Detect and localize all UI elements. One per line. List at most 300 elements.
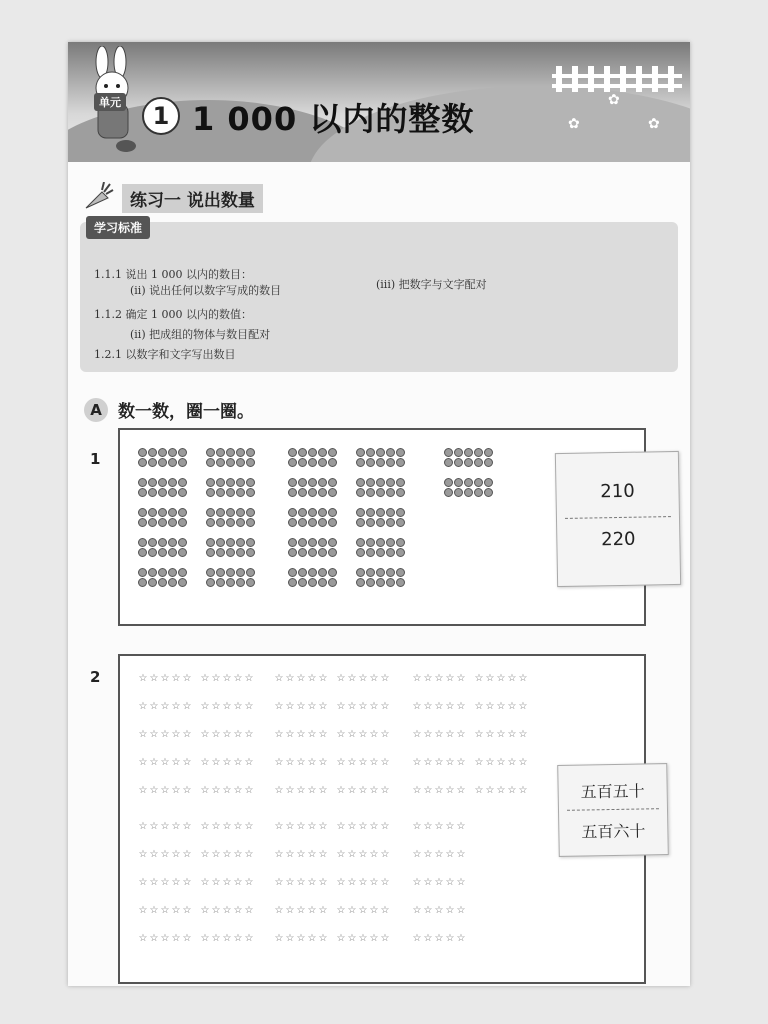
star-item: ☆ <box>182 701 192 712</box>
dot-item <box>366 448 375 457</box>
star-item: ☆ <box>358 933 368 944</box>
dot-item <box>246 538 255 547</box>
star-row <box>336 850 390 860</box>
dot-item <box>484 458 493 467</box>
star-item: ☆ <box>445 821 455 832</box>
chapter-banner <box>68 42 690 162</box>
standard-line: (iii) 把数字与文字配对 <box>376 278 487 291</box>
star-item: ☆ <box>380 877 390 888</box>
star-item: ☆ <box>485 729 495 740</box>
star-item: ☆ <box>358 877 368 888</box>
answer-choice-card <box>557 763 669 857</box>
star-item: ☆ <box>244 701 254 712</box>
star-item: ☆ <box>507 673 517 684</box>
dot-item <box>396 548 405 557</box>
star-item: ☆ <box>423 933 433 944</box>
star-item: ☆ <box>244 905 254 916</box>
dot-item <box>206 448 215 457</box>
dot-item <box>454 458 463 467</box>
dot-item <box>226 508 235 517</box>
star-row <box>138 906 192 916</box>
chapter-title: 1 000 以内的整数 <box>192 100 475 138</box>
dot-item <box>386 518 395 527</box>
dot-item <box>484 478 493 487</box>
dot-item <box>148 478 157 487</box>
star-item: ☆ <box>434 849 444 860</box>
dot-item <box>376 448 385 457</box>
answer-option[interactable]: 210 <box>600 480 635 503</box>
dot-item <box>356 508 365 517</box>
star-row <box>412 906 466 916</box>
star-item: ☆ <box>211 673 221 684</box>
star-item: ☆ <box>171 729 181 740</box>
dot-item <box>386 488 395 497</box>
dot-item <box>168 458 177 467</box>
dot-item <box>236 538 245 547</box>
star-row <box>412 674 466 684</box>
star-item: ☆ <box>200 821 210 832</box>
star-item: ☆ <box>369 673 379 684</box>
star-item: ☆ <box>318 905 328 916</box>
dot-item <box>158 548 167 557</box>
dot-item <box>386 538 395 547</box>
star-item: ☆ <box>336 701 346 712</box>
dot-item <box>138 548 147 557</box>
dot-item <box>236 488 245 497</box>
star-item: ☆ <box>347 673 357 684</box>
star-item: ☆ <box>211 905 221 916</box>
star-item: ☆ <box>474 757 484 768</box>
standard-line: 1.2.1 以数字和文字写出数目 <box>94 348 236 361</box>
question-number: 1 <box>90 450 101 468</box>
star-item: ☆ <box>296 701 306 712</box>
star-item: ☆ <box>138 701 148 712</box>
star-item: ☆ <box>211 785 221 796</box>
star-item: ☆ <box>307 701 317 712</box>
star-row <box>336 822 390 832</box>
star-item: ☆ <box>211 877 221 888</box>
star-item: ☆ <box>307 849 317 860</box>
star-item: ☆ <box>336 757 346 768</box>
star-item: ☆ <box>274 849 284 860</box>
dot-item <box>454 478 463 487</box>
dot-item <box>376 508 385 517</box>
dot-item <box>386 578 395 587</box>
star-item: ☆ <box>307 877 317 888</box>
star-row <box>274 674 328 684</box>
dot-item <box>464 478 473 487</box>
star-item: ☆ <box>296 877 306 888</box>
star-row <box>200 730 254 740</box>
star-item: ☆ <box>182 905 192 916</box>
star-item: ☆ <box>211 729 221 740</box>
star-item: ☆ <box>274 673 284 684</box>
star-item: ☆ <box>456 785 466 796</box>
star-item: ☆ <box>412 877 422 888</box>
star-item: ☆ <box>233 933 243 944</box>
dot-item <box>318 488 327 497</box>
star-item: ☆ <box>211 933 221 944</box>
answer-option[interactable]: 五百六十 <box>581 821 646 842</box>
star-row <box>274 878 328 888</box>
dot-item <box>328 448 337 457</box>
star-row <box>274 702 328 712</box>
star-row <box>274 822 328 832</box>
dot-item <box>328 488 337 497</box>
star-item: ☆ <box>171 933 181 944</box>
star-row <box>412 878 466 888</box>
dot-item <box>366 458 375 467</box>
dot-group <box>356 478 405 497</box>
star-item: ☆ <box>233 785 243 796</box>
dot-item <box>178 538 187 547</box>
star-item: ☆ <box>244 785 254 796</box>
star-item: ☆ <box>222 821 232 832</box>
dot-item <box>328 568 337 577</box>
star-item: ☆ <box>233 877 243 888</box>
dot-item <box>298 458 307 467</box>
dot-item <box>474 478 483 487</box>
star-item: ☆ <box>318 877 328 888</box>
star-row <box>474 702 528 712</box>
star-item: ☆ <box>485 701 495 712</box>
dot-item <box>288 578 297 587</box>
star-row <box>138 934 192 944</box>
star-item: ☆ <box>307 785 317 796</box>
dot-item <box>246 568 255 577</box>
star-row <box>336 758 390 768</box>
dot-item <box>168 478 177 487</box>
star-item: ☆ <box>336 785 346 796</box>
star-item: ☆ <box>233 905 243 916</box>
dot-item <box>226 538 235 547</box>
dot-group <box>138 448 187 467</box>
star-item: ☆ <box>474 729 484 740</box>
dot-item <box>308 538 317 547</box>
dot-item <box>246 518 255 527</box>
dot-item <box>356 578 365 587</box>
star-item: ☆ <box>423 785 433 796</box>
star-item: ☆ <box>347 701 357 712</box>
dot-item <box>168 488 177 497</box>
section-letter: A <box>84 398 108 422</box>
dot-item <box>226 478 235 487</box>
star-item: ☆ <box>233 673 243 684</box>
star-item: ☆ <box>434 673 444 684</box>
star-row <box>412 702 466 712</box>
dot-item <box>226 548 235 557</box>
dot-item <box>386 448 395 457</box>
star-item: ☆ <box>485 673 495 684</box>
star-item: ☆ <box>380 757 390 768</box>
dot-item <box>288 508 297 517</box>
dot-item <box>148 458 157 467</box>
star-row <box>200 786 254 796</box>
star-item: ☆ <box>347 785 357 796</box>
answer-option[interactable]: 五百五十 <box>580 781 645 802</box>
star-item: ☆ <box>200 785 210 796</box>
star-row <box>336 786 390 796</box>
star-item: ☆ <box>160 905 170 916</box>
star-item: ☆ <box>285 785 295 796</box>
star-item: ☆ <box>138 849 148 860</box>
dot-item <box>308 448 317 457</box>
dot-item <box>308 478 317 487</box>
star-row <box>274 934 328 944</box>
star-item: ☆ <box>369 877 379 888</box>
star-item: ☆ <box>149 877 159 888</box>
dot-item <box>386 478 395 487</box>
star-row <box>200 934 254 944</box>
star-item: ☆ <box>138 757 148 768</box>
dot-item <box>168 518 177 527</box>
dot-item <box>484 488 493 497</box>
star-item: ☆ <box>211 849 221 860</box>
star-item: ☆ <box>171 757 181 768</box>
dot-item <box>246 488 255 497</box>
star-item: ☆ <box>347 905 357 916</box>
star-item: ☆ <box>285 729 295 740</box>
star-row <box>138 822 192 832</box>
dot-group <box>444 478 493 497</box>
unit-number: 1 <box>142 97 180 135</box>
dot-item <box>454 488 463 497</box>
dot-item <box>148 508 157 517</box>
unit-label: 单元 <box>94 93 126 111</box>
dot-item <box>474 448 483 457</box>
dot-item <box>226 458 235 467</box>
dot-item <box>138 578 147 587</box>
star-item: ☆ <box>222 729 232 740</box>
star-item: ☆ <box>412 849 422 860</box>
dot-item <box>308 488 317 497</box>
dot-item <box>148 448 157 457</box>
answer-choice-card <box>555 451 681 587</box>
star-item: ☆ <box>518 785 528 796</box>
dot-item <box>298 548 307 557</box>
star-item: ☆ <box>456 673 466 684</box>
dot-group <box>288 478 337 497</box>
star-item: ☆ <box>412 757 422 768</box>
star-item: ☆ <box>496 757 506 768</box>
star-item: ☆ <box>423 877 433 888</box>
dot-item <box>328 538 337 547</box>
dot-item <box>246 458 255 467</box>
star-item: ☆ <box>358 821 368 832</box>
star-row <box>200 702 254 712</box>
dot-item <box>366 508 375 517</box>
dot-item <box>396 518 405 527</box>
dot-item <box>318 548 327 557</box>
dot-item <box>308 508 317 517</box>
star-item: ☆ <box>369 821 379 832</box>
dot-item <box>318 448 327 457</box>
dot-item <box>206 458 215 467</box>
dot-item <box>318 508 327 517</box>
star-item: ☆ <box>318 821 328 832</box>
dot-item <box>318 568 327 577</box>
dot-item <box>226 578 235 587</box>
dot-item <box>246 548 255 557</box>
dot-item <box>308 578 317 587</box>
star-item: ☆ <box>434 729 444 740</box>
dot-group <box>444 448 493 467</box>
star-item: ☆ <box>200 933 210 944</box>
star-row <box>412 850 466 860</box>
learning-standards-box <box>80 222 678 372</box>
answer-option[interactable]: 220 <box>600 528 636 551</box>
star-item: ☆ <box>318 757 328 768</box>
dot-group <box>288 568 337 587</box>
star-item: ☆ <box>358 701 368 712</box>
star-item: ☆ <box>171 821 181 832</box>
dot-item <box>236 548 245 557</box>
star-row <box>474 730 528 740</box>
dot-item <box>288 448 297 457</box>
star-item: ☆ <box>160 729 170 740</box>
dot-item <box>366 488 375 497</box>
dot-item <box>328 458 337 467</box>
star-item: ☆ <box>347 849 357 860</box>
star-item: ☆ <box>296 821 306 832</box>
dot-item <box>206 518 215 527</box>
star-row <box>412 786 466 796</box>
star-item: ☆ <box>434 905 444 916</box>
star-item: ☆ <box>318 933 328 944</box>
star-item: ☆ <box>222 877 232 888</box>
star-item: ☆ <box>318 673 328 684</box>
star-item: ☆ <box>285 877 295 888</box>
star-item: ☆ <box>200 849 210 860</box>
star-item: ☆ <box>380 821 390 832</box>
star-item: ☆ <box>160 673 170 684</box>
star-item: ☆ <box>412 701 422 712</box>
star-item: ☆ <box>200 673 210 684</box>
star-item: ☆ <box>496 729 506 740</box>
dot-item <box>148 578 157 587</box>
dot-item <box>376 518 385 527</box>
star-item: ☆ <box>211 757 221 768</box>
star-row <box>412 730 466 740</box>
dot-item <box>246 448 255 457</box>
star-item: ☆ <box>496 785 506 796</box>
star-row <box>200 674 254 684</box>
star-item: ☆ <box>200 757 210 768</box>
dot-item <box>376 548 385 557</box>
dot-item <box>386 568 395 577</box>
star-item: ☆ <box>358 729 368 740</box>
star-item: ☆ <box>200 701 210 712</box>
dot-item <box>246 578 255 587</box>
dot-group <box>138 508 187 527</box>
star-item: ☆ <box>336 849 346 860</box>
star-item: ☆ <box>307 933 317 944</box>
dot-item <box>356 538 365 547</box>
dot-item <box>236 478 245 487</box>
star-item: ☆ <box>456 729 466 740</box>
dot-item <box>288 538 297 547</box>
star-row <box>336 674 390 684</box>
star-item: ☆ <box>244 849 254 860</box>
dot-item <box>288 568 297 577</box>
standard-line: (ii) 说出任何以数字写成的数目 <box>130 284 282 297</box>
star-row <box>474 786 528 796</box>
dot-item <box>158 478 167 487</box>
star-item: ☆ <box>182 729 192 740</box>
star-item: ☆ <box>149 849 159 860</box>
dot-item <box>444 448 453 457</box>
star-item: ☆ <box>274 701 284 712</box>
dot-item <box>288 458 297 467</box>
star-item: ☆ <box>423 729 433 740</box>
dot-item <box>168 548 177 557</box>
dot-item <box>206 568 215 577</box>
star-row <box>274 786 328 796</box>
dot-item <box>216 538 225 547</box>
star-item: ☆ <box>171 877 181 888</box>
star-item: ☆ <box>518 729 528 740</box>
star-item: ☆ <box>380 905 390 916</box>
dot-item <box>148 538 157 547</box>
star-item: ☆ <box>182 933 192 944</box>
dot-group <box>356 568 405 587</box>
dot-item <box>328 518 337 527</box>
star-item: ☆ <box>336 905 346 916</box>
star-item: ☆ <box>182 785 192 796</box>
star-item: ☆ <box>233 821 243 832</box>
dot-item <box>216 448 225 457</box>
dot-group <box>206 448 255 467</box>
star-item: ☆ <box>244 877 254 888</box>
dot-item <box>158 448 167 457</box>
star-item: ☆ <box>347 821 357 832</box>
dot-group <box>138 568 187 587</box>
dot-item <box>376 478 385 487</box>
dot-item <box>178 508 187 517</box>
star-item: ☆ <box>296 757 306 768</box>
star-item: ☆ <box>518 757 528 768</box>
dot-item <box>328 548 337 557</box>
star-item: ☆ <box>274 757 284 768</box>
star-row <box>138 878 192 888</box>
star-item: ☆ <box>244 757 254 768</box>
dot-item <box>366 548 375 557</box>
dot-item <box>454 448 463 457</box>
star-item: ☆ <box>171 701 181 712</box>
star-item: ☆ <box>138 905 148 916</box>
carrot-icon <box>80 182 114 212</box>
star-item: ☆ <box>412 729 422 740</box>
star-row <box>336 878 390 888</box>
dot-item <box>206 548 215 557</box>
dot-item <box>178 478 187 487</box>
star-item: ☆ <box>160 785 170 796</box>
star-item: ☆ <box>423 905 433 916</box>
dot-item <box>138 448 147 457</box>
dot-item <box>158 518 167 527</box>
dot-item <box>168 568 177 577</box>
star-item: ☆ <box>244 821 254 832</box>
dot-item <box>288 548 297 557</box>
star-item: ☆ <box>445 673 455 684</box>
dot-item <box>376 488 385 497</box>
dot-item <box>366 538 375 547</box>
dot-item <box>288 488 297 497</box>
star-item: ☆ <box>149 933 159 944</box>
star-item: ☆ <box>307 729 317 740</box>
dot-item <box>178 448 187 457</box>
star-item: ☆ <box>307 821 317 832</box>
